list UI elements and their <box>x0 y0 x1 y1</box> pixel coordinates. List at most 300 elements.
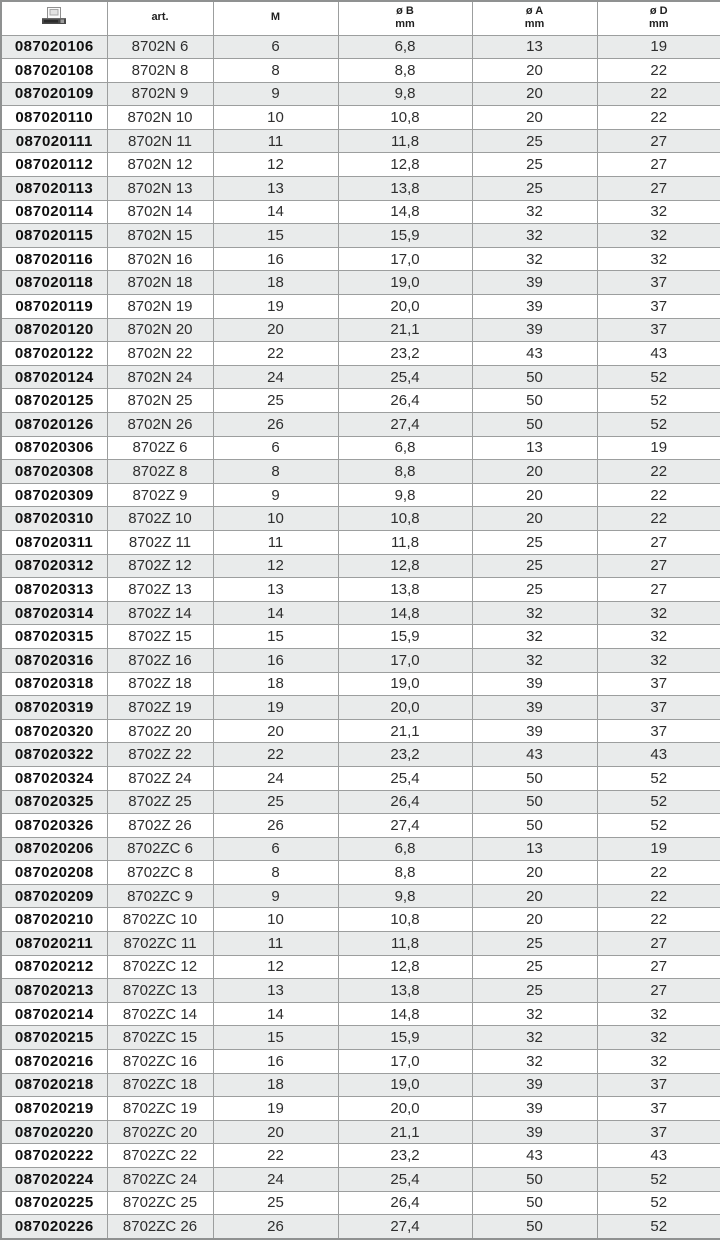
diameter-a-cell: 39 <box>472 1097 597 1121</box>
diameter-a-cell: 20 <box>472 861 597 885</box>
code-cell: 087020125 <box>1 389 107 413</box>
code-cell: 087020124 <box>1 365 107 389</box>
table-row <box>1 672 720 696</box>
m-cell: 20 <box>213 318 338 342</box>
m-cell: 19 <box>213 1097 338 1121</box>
diameter-b-cell: 21,1 <box>338 1120 472 1144</box>
m-cell: 6 <box>213 837 338 861</box>
diameter-a-cell: 25 <box>472 979 597 1003</box>
diameter-a-cell: 43 <box>472 743 597 767</box>
diameter-a-cell: 13 <box>472 436 597 460</box>
diameter-a-cell: 25 <box>472 932 597 956</box>
code-cell: 087020216 <box>1 1050 107 1074</box>
table-row <box>1 106 720 130</box>
code-cell: 087020209 <box>1 884 107 908</box>
table-row <box>1 460 720 484</box>
diameter-d-cell: 52 <box>597 766 720 790</box>
code-cell: 087020318 <box>1 672 107 696</box>
art-cell: 8702Z 6 <box>107 436 213 460</box>
diameter-a-cell: 39 <box>472 295 597 319</box>
col-label: art. <box>151 11 169 24</box>
m-cell: 15 <box>213 224 338 248</box>
diameter-d-cell: 37 <box>597 1120 720 1144</box>
m-cell: 11 <box>213 530 338 554</box>
diameter-b-cell: 11,8 <box>338 530 472 554</box>
col-unit: mm <box>524 18 545 31</box>
table-row <box>1 766 720 790</box>
diameter-b-cell: 26,4 <box>338 389 472 413</box>
col-label: M <box>270 11 281 24</box>
m-cell: 14 <box>213 200 338 224</box>
m-cell: 11 <box>213 129 338 153</box>
diameter-d-cell: 27 <box>597 554 720 578</box>
table-row <box>1 932 720 956</box>
diameter-d-cell: 37 <box>597 672 720 696</box>
art-cell: 8702ZC 24 <box>107 1168 213 1192</box>
m-cell: 24 <box>213 766 338 790</box>
code-cell: 087020212 <box>1 955 107 979</box>
diameter-a-cell: 13 <box>472 35 597 59</box>
m-cell: 25 <box>213 1191 338 1215</box>
code-cell: 087020115 <box>1 224 107 248</box>
art-cell: 8702N 18 <box>107 271 213 295</box>
table-body <box>1 35 720 1239</box>
diameter-d-cell: 22 <box>597 106 720 130</box>
table-row <box>1 1215 720 1239</box>
diameter-a-cell: 25 <box>472 129 597 153</box>
diameter-d-cell: 32 <box>597 1002 720 1026</box>
table-row <box>1 177 720 201</box>
code-cell: 087020224 <box>1 1168 107 1192</box>
diameter-a-cell: 20 <box>472 82 597 106</box>
art-cell: 8702Z 25 <box>107 790 213 814</box>
m-cell: 9 <box>213 82 338 106</box>
diameter-a-cell: 20 <box>472 59 597 83</box>
diameter-b-cell: 11,8 <box>338 129 472 153</box>
art-cell: 8702Z 15 <box>107 625 213 649</box>
diameter-d-cell: 37 <box>597 1073 720 1097</box>
code-cell: 087020324 <box>1 766 107 790</box>
diameter-a-cell: 25 <box>472 578 597 602</box>
diameter-b-cell: 19,0 <box>338 1073 472 1097</box>
diameter-d-cell: 19 <box>597 35 720 59</box>
diameter-d-cell: 22 <box>597 82 720 106</box>
diameter-a-cell: 39 <box>472 696 597 720</box>
art-cell: 8702ZC 12 <box>107 955 213 979</box>
diameter-b-cell: 11,8 <box>338 932 472 956</box>
code-cell: 087020111 <box>1 129 107 153</box>
code-cell: 087020306 <box>1 436 107 460</box>
diameter-a-cell: 50 <box>472 1168 597 1192</box>
table-row <box>1 271 720 295</box>
diameter-b-cell: 9,8 <box>338 82 472 106</box>
diameter-d-cell: 32 <box>597 1026 720 1050</box>
code-cell: 087020218 <box>1 1073 107 1097</box>
art-cell: 8702N 15 <box>107 224 213 248</box>
diameter-a-cell: 50 <box>472 413 597 437</box>
m-cell: 24 <box>213 365 338 389</box>
diameter-b-cell: 10,8 <box>338 507 472 531</box>
diameter-d-cell: 52 <box>597 1215 720 1239</box>
diameter-a-cell: 13 <box>472 837 597 861</box>
diameter-a-cell: 32 <box>472 601 597 625</box>
diameter-d-cell: 22 <box>597 507 720 531</box>
diameter-a-cell: 43 <box>472 1144 597 1168</box>
diameter-d-cell: 52 <box>597 790 720 814</box>
table-row <box>1 318 720 342</box>
art-cell: 8702ZC 16 <box>107 1050 213 1074</box>
table-row <box>1 861 720 885</box>
table-row <box>1 1026 720 1050</box>
art-cell: 8702N 22 <box>107 342 213 366</box>
diameter-a-cell: 32 <box>472 1026 597 1050</box>
diameter-d-cell: 22 <box>597 908 720 932</box>
m-cell: 26 <box>213 1215 338 1239</box>
code-cell: 087020118 <box>1 271 107 295</box>
diameter-d-cell: 22 <box>597 861 720 885</box>
art-cell: 8702ZC 22 <box>107 1144 213 1168</box>
table-row <box>1 247 720 271</box>
diameter-d-cell: 32 <box>597 224 720 248</box>
table-row <box>1 790 720 814</box>
code-cell: 087020325 <box>1 790 107 814</box>
table-row <box>1 342 720 366</box>
diameter-d-cell: 52 <box>597 814 720 838</box>
col-label: ø B <box>396 4 414 17</box>
m-cell: 11 <box>213 932 338 956</box>
diameter-d-cell: 27 <box>597 578 720 602</box>
code-cell: 087020315 <box>1 625 107 649</box>
m-cell: 20 <box>213 1120 338 1144</box>
table-row <box>1 224 720 248</box>
diameter-b-cell: 21,1 <box>338 719 472 743</box>
diameter-d-cell: 22 <box>597 59 720 83</box>
diameter-a-cell: 25 <box>472 955 597 979</box>
table-row <box>1 530 720 554</box>
table-row <box>1 837 720 861</box>
diameter-b-cell: 25,4 <box>338 365 472 389</box>
code-cell: 087020211 <box>1 932 107 956</box>
table-row <box>1 1144 720 1168</box>
code-cell: 087020220 <box>1 1120 107 1144</box>
code-cell: 087020319 <box>1 696 107 720</box>
diameter-d-cell: 22 <box>597 483 720 507</box>
diameter-a-cell: 32 <box>472 625 597 649</box>
diameter-b-cell: 8,8 <box>338 861 472 885</box>
art-cell: 8702N 10 <box>107 106 213 130</box>
table-row <box>1 908 720 932</box>
diameter-a-cell: 39 <box>472 318 597 342</box>
m-cell: 10 <box>213 908 338 932</box>
m-cell: 26 <box>213 814 338 838</box>
m-cell: 13 <box>213 177 338 201</box>
diameter-a-cell: 39 <box>472 271 597 295</box>
code-cell: 087020114 <box>1 200 107 224</box>
col-header-diameter-b <box>338 1 472 35</box>
diameter-d-cell: 37 <box>597 719 720 743</box>
diameter-d-cell: 27 <box>597 979 720 1003</box>
code-cell: 087020112 <box>1 153 107 177</box>
art-cell: 8702ZC 18 <box>107 1073 213 1097</box>
col-header-diameter-d <box>597 1 720 35</box>
art-cell: 8702Z 18 <box>107 672 213 696</box>
art-cell: 8702Z 9 <box>107 483 213 507</box>
code-cell: 087020213 <box>1 979 107 1003</box>
art-cell: 8702ZC 14 <box>107 1002 213 1026</box>
diameter-d-cell: 32 <box>597 601 720 625</box>
code-cell: 087020312 <box>1 554 107 578</box>
art-cell: 8702ZC 8 <box>107 861 213 885</box>
art-cell: 8702N 11 <box>107 129 213 153</box>
diameter-b-cell: 20,0 <box>338 696 472 720</box>
diameter-a-cell: 32 <box>472 224 597 248</box>
m-cell: 14 <box>213 1002 338 1026</box>
diameter-b-cell: 6,8 <box>338 436 472 460</box>
diameter-a-cell: 39 <box>472 1073 597 1097</box>
m-cell: 13 <box>213 979 338 1003</box>
diameter-d-cell: 37 <box>597 318 720 342</box>
diameter-b-cell: 27,4 <box>338 1215 472 1239</box>
diameter-d-cell: 52 <box>597 1168 720 1192</box>
diameter-b-cell: 9,8 <box>338 483 472 507</box>
diameter-d-cell: 32 <box>597 625 720 649</box>
diameter-d-cell: 27 <box>597 153 720 177</box>
art-cell: 8702ZC 19 <box>107 1097 213 1121</box>
m-cell: 6 <box>213 436 338 460</box>
diameter-d-cell: 37 <box>597 271 720 295</box>
m-cell: 9 <box>213 884 338 908</box>
code-cell: 087020106 <box>1 35 107 59</box>
table-row <box>1 82 720 106</box>
diameter-a-cell: 50 <box>472 790 597 814</box>
diameter-a-cell: 20 <box>472 507 597 531</box>
m-cell: 15 <box>213 625 338 649</box>
diameter-a-cell: 25 <box>472 153 597 177</box>
diameter-a-cell: 25 <box>472 177 597 201</box>
diameter-b-cell: 27,4 <box>338 413 472 437</box>
diameter-a-cell: 39 <box>472 1120 597 1144</box>
diameter-a-cell: 43 <box>472 342 597 366</box>
code-cell: 087020109 <box>1 82 107 106</box>
m-cell: 22 <box>213 1144 338 1168</box>
diameter-d-cell: 27 <box>597 932 720 956</box>
header-row <box>1 1 720 35</box>
diameter-a-cell: 25 <box>472 530 597 554</box>
table-row <box>1 625 720 649</box>
table-row <box>1 129 720 153</box>
table-row <box>1 814 720 838</box>
code-cell: 087020316 <box>1 648 107 672</box>
table-row <box>1 35 720 59</box>
diameter-a-cell: 32 <box>472 1002 597 1026</box>
m-cell: 18 <box>213 1073 338 1097</box>
code-cell: 087020113 <box>1 177 107 201</box>
m-cell: 12 <box>213 554 338 578</box>
art-cell: 8702Z 8 <box>107 460 213 484</box>
art-cell: 8702Z 22 <box>107 743 213 767</box>
m-cell: 9 <box>213 483 338 507</box>
art-cell: 8702ZC 9 <box>107 884 213 908</box>
diameter-d-cell: 32 <box>597 1050 720 1074</box>
art-cell: 8702Z 12 <box>107 554 213 578</box>
diameter-b-cell: 15,9 <box>338 224 472 248</box>
art-cell: 8702N 6 <box>107 35 213 59</box>
table-row <box>1 1191 720 1215</box>
col-label: ø D <box>649 4 668 17</box>
diameter-d-cell: 19 <box>597 436 720 460</box>
art-cell: 8702N 19 <box>107 295 213 319</box>
diameter-a-cell: 20 <box>472 106 597 130</box>
code-cell: 087020219 <box>1 1097 107 1121</box>
art-cell: 8702N 16 <box>107 247 213 271</box>
code-cell: 087020110 <box>1 106 107 130</box>
m-cell: 10 <box>213 106 338 130</box>
diameter-d-cell: 32 <box>597 200 720 224</box>
diameter-b-cell: 26,4 <box>338 1191 472 1215</box>
code-cell: 087020320 <box>1 719 107 743</box>
table-header <box>1 1 720 35</box>
diameter-b-cell: 6,8 <box>338 837 472 861</box>
m-cell: 20 <box>213 719 338 743</box>
diameter-a-cell: 50 <box>472 814 597 838</box>
art-cell: 8702N 14 <box>107 200 213 224</box>
table-row <box>1 153 720 177</box>
table-row <box>1 436 720 460</box>
diameter-a-cell: 50 <box>472 389 597 413</box>
table-row <box>1 719 720 743</box>
code-cell: 087020222 <box>1 1144 107 1168</box>
diameter-b-cell: 14,8 <box>338 601 472 625</box>
diameter-b-cell: 14,8 <box>338 200 472 224</box>
diameter-d-cell: 37 <box>597 696 720 720</box>
diameter-b-cell: 21,1 <box>338 318 472 342</box>
table-row <box>1 413 720 437</box>
table-row <box>1 696 720 720</box>
diameter-d-cell: 27 <box>597 177 720 201</box>
diameter-a-cell: 32 <box>472 200 597 224</box>
diameter-b-cell: 6,8 <box>338 35 472 59</box>
code-cell: 087020126 <box>1 413 107 437</box>
diameter-d-cell: 52 <box>597 413 720 437</box>
m-cell: 22 <box>213 743 338 767</box>
art-cell: 8702N 20 <box>107 318 213 342</box>
col-header-diameter-a <box>472 1 597 35</box>
diameter-a-cell: 32 <box>472 648 597 672</box>
code-cell: 087020210 <box>1 908 107 932</box>
art-cell: 8702Z 26 <box>107 814 213 838</box>
table-row <box>1 483 720 507</box>
m-cell: 13 <box>213 578 338 602</box>
table-row <box>1 979 720 1003</box>
art-cell: 8702Z 20 <box>107 719 213 743</box>
code-cell: 087020208 <box>1 861 107 885</box>
art-cell: 8702Z 13 <box>107 578 213 602</box>
diameter-a-cell: 25 <box>472 554 597 578</box>
code-cell: 087020309 <box>1 483 107 507</box>
diameter-b-cell: 12,8 <box>338 153 472 177</box>
art-cell: 8702N 8 <box>107 59 213 83</box>
art-cell: 8702Z 10 <box>107 507 213 531</box>
diameter-b-cell: 15,9 <box>338 1026 472 1050</box>
diameter-a-cell: 39 <box>472 719 597 743</box>
diameter-b-cell: 27,4 <box>338 814 472 838</box>
diameter-d-cell: 32 <box>597 648 720 672</box>
diameter-b-cell: 25,4 <box>338 766 472 790</box>
diameter-d-cell: 27 <box>597 129 720 153</box>
diameter-b-cell: 19,0 <box>338 271 472 295</box>
diameter-d-cell: 52 <box>597 389 720 413</box>
art-cell: 8702N 26 <box>107 413 213 437</box>
diameter-b-cell: 15,9 <box>338 625 472 649</box>
diameter-b-cell: 25,4 <box>338 1168 472 1192</box>
m-cell: 26 <box>213 413 338 437</box>
diameter-d-cell: 52 <box>597 365 720 389</box>
diameter-d-cell: 32 <box>597 247 720 271</box>
code-cell: 087020313 <box>1 578 107 602</box>
diameter-d-cell: 43 <box>597 1144 720 1168</box>
code-cell: 087020226 <box>1 1215 107 1239</box>
diameter-d-cell: 22 <box>597 884 720 908</box>
diameter-b-cell: 8,8 <box>338 460 472 484</box>
diameter-d-cell: 27 <box>597 530 720 554</box>
table-row <box>1 554 720 578</box>
m-cell: 19 <box>213 295 338 319</box>
table-row <box>1 884 720 908</box>
code-cell: 087020308 <box>1 460 107 484</box>
diameter-b-cell: 10,8 <box>338 908 472 932</box>
code-cell: 087020322 <box>1 743 107 767</box>
diameter-b-cell: 10,8 <box>338 106 472 130</box>
code-cell: 087020225 <box>1 1191 107 1215</box>
art-cell: 8702ZC 6 <box>107 837 213 861</box>
diameter-b-cell: 20,0 <box>338 295 472 319</box>
diameter-a-cell: 20 <box>472 483 597 507</box>
table-row <box>1 295 720 319</box>
m-cell: 25 <box>213 790 338 814</box>
table-row <box>1 1073 720 1097</box>
diameter-b-cell: 17,0 <box>338 648 472 672</box>
code-cell: 087020116 <box>1 247 107 271</box>
art-cell: 8702ZC 26 <box>107 1215 213 1239</box>
diameter-a-cell: 39 <box>472 672 597 696</box>
m-cell: 12 <box>213 955 338 979</box>
diameter-a-cell: 20 <box>472 460 597 484</box>
diameter-a-cell: 20 <box>472 884 597 908</box>
m-cell: 12 <box>213 153 338 177</box>
m-cell: 8 <box>213 59 338 83</box>
art-cell: 8702N 13 <box>107 177 213 201</box>
table-row <box>1 389 720 413</box>
diameter-b-cell: 20,0 <box>338 1097 472 1121</box>
m-cell: 22 <box>213 342 338 366</box>
code-cell: 087020326 <box>1 814 107 838</box>
m-cell: 25 <box>213 389 338 413</box>
art-cell: 8702Z 11 <box>107 530 213 554</box>
code-cell: 087020206 <box>1 837 107 861</box>
art-cell: 8702N 25 <box>107 389 213 413</box>
diameter-d-cell: 37 <box>597 1097 720 1121</box>
art-cell: 8702ZC 11 <box>107 932 213 956</box>
m-cell: 14 <box>213 601 338 625</box>
table-row <box>1 507 720 531</box>
diameter-d-cell: 22 <box>597 460 720 484</box>
table-row <box>1 1050 720 1074</box>
diameter-d-cell: 27 <box>597 955 720 979</box>
col-unit: mm <box>648 18 669 31</box>
diameter-b-cell: 23,2 <box>338 1144 472 1168</box>
diameter-b-cell: 12,8 <box>338 955 472 979</box>
diameter-a-cell: 32 <box>472 247 597 271</box>
